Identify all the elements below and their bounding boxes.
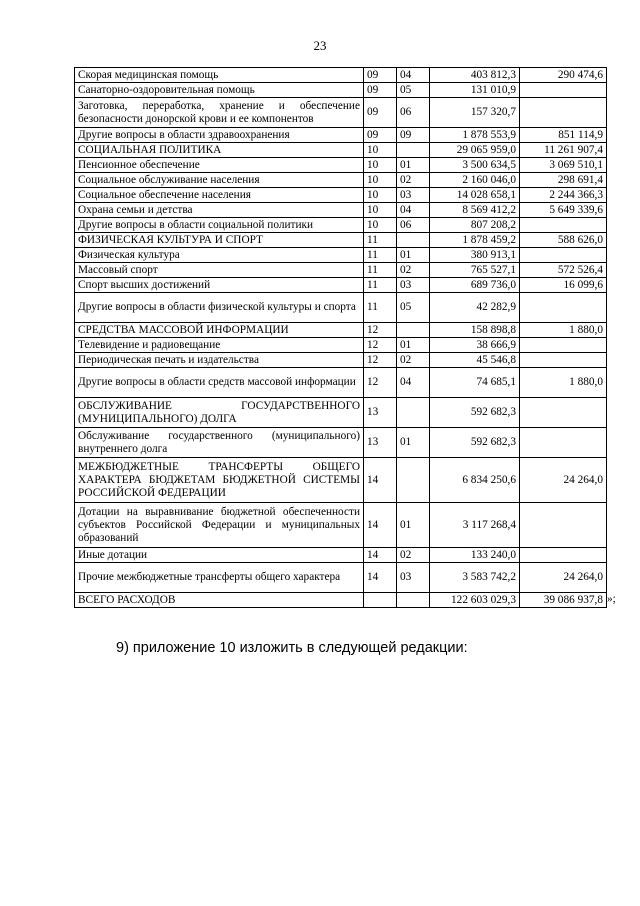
- row-name-cell: СОЦИАЛЬНАЯ ПОЛИТИКА: [75, 143, 364, 158]
- row-amount-cell: 131 010,9: [430, 83, 520, 98]
- row-amount-federal-cell: 24 264,0: [520, 458, 607, 503]
- row-amount-cell: 29 065 959,0: [430, 143, 520, 158]
- row-section-code: 10: [364, 173, 397, 188]
- row-subsection-code: 04: [397, 68, 430, 83]
- table-row: [75, 353, 607, 368]
- row-name-cell: Дотации на выравнивание бюджетной обеспеченности субъектов Российской Федерации и муниципальных образований: [75, 503, 364, 548]
- row-amount-federal-cell: 588 626,0: [520, 233, 607, 248]
- row-name-cell: Другие вопросы в области физической культуры и спорта: [75, 293, 364, 323]
- row-subsection-code: [397, 323, 430, 338]
- row-section-code: 09: [364, 98, 397, 128]
- row-subsection-code: [397, 458, 430, 503]
- table-row: [75, 68, 607, 83]
- row-section-code: 09: [364, 68, 397, 83]
- row-amount-cell: 592 682,3: [430, 428, 520, 458]
- row-subsection-code: [397, 398, 430, 428]
- row-amount-cell: 8 569 412,2: [430, 203, 520, 218]
- row-subsection-code: 03: [397, 563, 430, 593]
- row-amount-cell: 592 682,3: [430, 398, 520, 428]
- row-amount-federal-cell: 290 474,6: [520, 68, 607, 83]
- row-amount-cell: 1 878 459,2: [430, 233, 520, 248]
- table-row: [75, 158, 607, 173]
- row-amount-cell: 14 028 658,1: [430, 188, 520, 203]
- expenditure-table: [74, 67, 616, 608]
- row-name-cell: Другие вопросы в области средств массовой информации: [75, 368, 364, 398]
- row-amount-cell: 380 913,1: [430, 248, 520, 263]
- table-row: [75, 278, 607, 293]
- row-section-code: 12: [364, 323, 397, 338]
- row-subsection-code: 09: [397, 128, 430, 143]
- table-row: [75, 248, 607, 263]
- row-amount-cell: 2 160 046,0: [430, 173, 520, 188]
- row-section-code: 10: [364, 143, 397, 158]
- row-amount-cell: 765 527,1: [430, 263, 520, 278]
- row-subsection-code: [397, 233, 430, 248]
- row-subsection-code: 02: [397, 548, 430, 563]
- row-amount-cell: 122 603 029,3: [430, 593, 520, 608]
- row-subsection-code: 01: [397, 428, 430, 458]
- table-row: [75, 263, 607, 278]
- row-amount-federal-cell: 11 261 907,4: [520, 143, 607, 158]
- row-amount-federal-cell: 851 114,9: [520, 128, 607, 143]
- row-amount-federal-cell: [520, 503, 607, 548]
- row-section-code: 14: [364, 458, 397, 503]
- row-amount-federal-cell: 572 526,4: [520, 263, 607, 278]
- row-name-cell: ВСЕГО РАСХОДОВ: [75, 593, 364, 608]
- row-amount-federal-cell: 298 691,4: [520, 173, 607, 188]
- row-subsection-code: 02: [397, 173, 430, 188]
- table-row: [75, 173, 607, 188]
- table-body: [75, 68, 616, 608]
- row-amount-federal-cell: [520, 548, 607, 563]
- row-section-code: 10: [364, 158, 397, 173]
- row-section-code: 12: [364, 338, 397, 353]
- row-name-cell: Другие вопросы в области социальной политики: [75, 218, 364, 233]
- row-section-code: 14: [364, 548, 397, 563]
- row-section-code: 13: [364, 428, 397, 458]
- row-name-cell: Физическая культура: [75, 248, 364, 263]
- table-row: [75, 233, 607, 248]
- row-name-cell: Массовый спорт: [75, 263, 364, 278]
- row-subsection-code: 03: [397, 278, 430, 293]
- closing-quote-mark: »;: [607, 593, 616, 605]
- row-subsection-code: 03: [397, 188, 430, 203]
- row-amount-cell: 133 240,0: [430, 548, 520, 563]
- row-amount-cell: 3 117 268,4: [430, 503, 520, 548]
- row-amount-federal-cell: [520, 398, 607, 428]
- row-section-code: 12: [364, 368, 397, 398]
- row-section-code: 10: [364, 188, 397, 203]
- row-amount-cell: 42 282,9: [430, 293, 520, 323]
- row-section-code: 13: [364, 398, 397, 428]
- row-amount-cell: 3 500 634,5: [430, 158, 520, 173]
- row-amount-cell: 3 583 742,2: [430, 563, 520, 593]
- row-subsection-code: [397, 593, 430, 608]
- row-subsection-code: 06: [397, 218, 430, 233]
- row-name-cell: МЕЖБЮДЖЕТНЫЕ ТРАНСФЕРТЫ ОБЩЕГО ХАРАКТЕРА БЮДЖЕТАМ БЮДЖЕТНОЙ СИСТЕМЫ РОССИЙСКОЙ ФЕДЕРАЦИИ: [75, 458, 364, 503]
- row-amount-cell: 38 666,9: [430, 338, 520, 353]
- table-row: [75, 593, 607, 608]
- table-row: [75, 548, 607, 563]
- table-row: [75, 203, 607, 218]
- row-amount-cell: 157 320,7: [430, 98, 520, 128]
- row-subsection-code: 01: [397, 248, 430, 263]
- row-section-code: 11: [364, 293, 397, 323]
- row-section-code: 09: [364, 83, 397, 98]
- row-subsection-code: 06: [397, 98, 430, 128]
- row-subsection-code: 05: [397, 293, 430, 323]
- row-section-code: 11: [364, 278, 397, 293]
- table-row: [75, 98, 607, 128]
- row-amount-cell: 807 208,2: [430, 218, 520, 233]
- row-amount-federal-cell: [520, 83, 607, 98]
- row-name-cell: Телевидение и радиовещание: [75, 338, 364, 353]
- row-subsection-code: [397, 143, 430, 158]
- row-subsection-code: 02: [397, 263, 430, 278]
- row-name-cell: Другие вопросы в области здравоохранения: [75, 128, 364, 143]
- row-name-cell: Пенсионное обеспечение: [75, 158, 364, 173]
- row-section-code: 12: [364, 353, 397, 368]
- row-amount-federal-cell: 5 649 339,6: [520, 203, 607, 218]
- row-amount-federal-cell: [520, 248, 607, 263]
- row-amount-cell: 1 878 553,9: [430, 128, 520, 143]
- row-section-code: 10: [364, 218, 397, 233]
- row-section-code: 09: [364, 128, 397, 143]
- row-amount-federal-cell: 16 099,6: [520, 278, 607, 293]
- row-section-code: [364, 593, 397, 608]
- row-subsection-code: 01: [397, 338, 430, 353]
- row-amount-federal-cell: [520, 338, 607, 353]
- row-name-cell: Периодическая печать и издательства: [75, 353, 364, 368]
- row-amount-federal-cell: [520, 293, 607, 323]
- table-row: [75, 338, 607, 353]
- row-amount-cell: 6 834 250,6: [430, 458, 520, 503]
- row-subsection-code: 04: [397, 203, 430, 218]
- table-row: [75, 128, 607, 143]
- row-name-cell: Прочие межбюджетные трансферты общего характера: [75, 563, 364, 593]
- row-amount-federal-cell: 39 086 937,8 »;: [520, 593, 607, 608]
- row-amount-federal-cell: 1 880,0: [520, 368, 607, 398]
- table-row: [75, 503, 607, 548]
- row-name-cell: ФИЗИЧЕСКАЯ КУЛЬТУРА И СПОРТ: [75, 233, 364, 248]
- row-subsection-code: 04: [397, 368, 430, 398]
- row-amount-federal-cell: 1 880,0: [520, 323, 607, 338]
- row-name-cell: Санаторно-оздоровительная помощь: [75, 83, 364, 98]
- row-name-cell: Охрана семьи и детства: [75, 203, 364, 218]
- row-amount-federal-cell: [520, 218, 607, 233]
- table-row: [75, 143, 607, 158]
- row-name-cell: ОБСЛУЖИВАНИЕ ГОСУДАРСТВЕННОГО (МУНИЦИПАЛЬНОГО) ДОЛГА: [75, 398, 364, 428]
- row-amount-cell: 689 736,0: [430, 278, 520, 293]
- table-row: [75, 398, 607, 428]
- row-name-cell: Иные дотации: [75, 548, 364, 563]
- table-row: [75, 563, 607, 593]
- row-name-cell: Скорая медицинская помощь: [75, 68, 364, 83]
- row-amount-cell: 45 546,8: [430, 353, 520, 368]
- row-amount-federal-cell: [520, 98, 607, 128]
- row-section-code: 10: [364, 203, 397, 218]
- row-amount-cell: 403 812,3: [430, 68, 520, 83]
- row-amount-federal-cell: 3 069 510,1: [520, 158, 607, 173]
- row-name-cell: Заготовка, переработка, хранение и обеспечение безопасности донорской крови и ее компонентов: [75, 98, 364, 128]
- row-section-code: 11: [364, 248, 397, 263]
- row-amount-federal-cell: 24 264,0: [520, 563, 607, 593]
- row-amount-cell: 74 685,1: [430, 368, 520, 398]
- row-name-cell: Обслуживание государственного (муниципального) внутреннего долга: [75, 428, 364, 458]
- row-subsection-code: 01: [397, 158, 430, 173]
- table-row: [75, 428, 607, 458]
- row-name-cell: Социальное обслуживание населения: [75, 173, 364, 188]
- table-row: [75, 83, 607, 98]
- row-section-code: 14: [364, 503, 397, 548]
- row-section-code: 11: [364, 263, 397, 278]
- table-row: [75, 323, 607, 338]
- row-section-code: 11: [364, 233, 397, 248]
- row-name-cell: Спорт высших достижений: [75, 278, 364, 293]
- row-amount-federal-cell: 2 244 366,3: [520, 188, 607, 203]
- table-row: [75, 188, 607, 203]
- table-row: [75, 368, 607, 398]
- row-amount-federal-cell: [520, 428, 607, 458]
- row-subsection-code: 01: [397, 503, 430, 548]
- row-amount-federal-cell: [520, 353, 607, 368]
- row-subsection-code: 02: [397, 353, 430, 368]
- row-section-code: 14: [364, 563, 397, 593]
- table-row: [75, 458, 607, 503]
- table-row: [75, 293, 607, 323]
- row-amount-cell: 158 898,8: [430, 323, 520, 338]
- row-name-cell: Социальное обеспечение населения: [75, 188, 364, 203]
- row-name-cell: СРЕДСТВА МАССОВОЙ ИНФОРМАЦИИ: [75, 323, 364, 338]
- page-number: 23: [313, 38, 327, 53]
- closing-instruction: 9) приложение 10 изложить в следующей редакции:: [116, 640, 468, 656]
- table-row: [75, 218, 607, 233]
- row-subsection-code: 05: [397, 83, 430, 98]
